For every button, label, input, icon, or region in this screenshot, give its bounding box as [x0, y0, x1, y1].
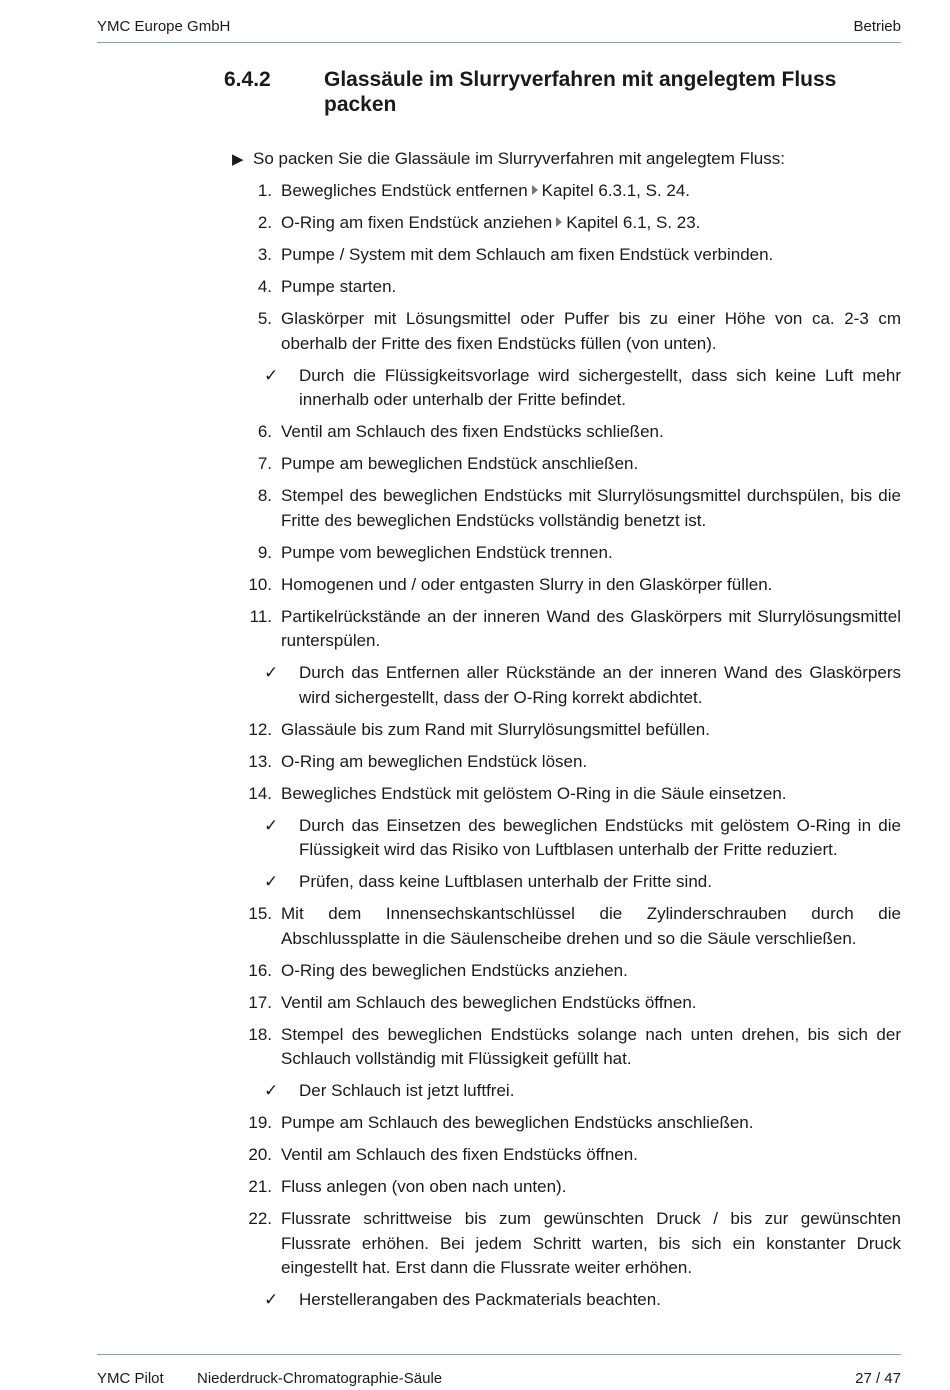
- step-number: 22.: [248, 1209, 272, 1228]
- checkmark-icon: ✓: [264, 1081, 279, 1100]
- footer-page-number: 27 / 47: [855, 1370, 901, 1387]
- step-text: Ventil am Schlauch des beweglichen Endstücks öffnen.: [281, 992, 697, 1012]
- step-item: [224, 1207, 901, 1281]
- step-result: [224, 661, 901, 710]
- step-text: Glassäule bis zum Rand mit Slurrylösungsmittel befüllen.: [281, 719, 710, 739]
- step-text: O-Ring des beweglichen Endstücks anziehen.: [281, 960, 628, 980]
- step-text: Pumpe starten.: [281, 277, 397, 296]
- section-number: 6.4.2: [224, 68, 271, 91]
- step-text: Homogenen und / oder entgasten Slurry in den Glaskörper füllen.: [281, 574, 773, 594]
- step-text: Ventil am Schlauch des fixen Endstücks schließen.: [281, 422, 664, 441]
- step-number: 6.: [257, 422, 272, 441]
- step-item: [224, 307, 901, 356]
- step-number: 15.: [248, 904, 272, 923]
- section-title: Glassäule im Slurryverfahren mit angelegtem Fluss packen: [324, 68, 837, 116]
- result-text: Prüfen, dass keine Luftblasen unterhalb der Fritte sind.: [299, 872, 712, 891]
- triangle-bullet-icon: ▶: [232, 151, 244, 168]
- step-text: Bewegliches Endstück entfernen: [281, 181, 528, 200]
- step-number: 8.: [257, 486, 272, 505]
- result-text: Durch das Einsetzen des beweglichen Endstücks mit gelöstem O-Ring in die Flüssigkeit wird das Risiko von Luftblasen unterhalb der Fritte reduziert.: [299, 815, 901, 859]
- page-footer: [97, 1354, 901, 1385]
- step-item: [224, 605, 901, 654]
- step-item: [224, 452, 901, 477]
- page-header: [97, 18, 901, 43]
- step-number: 3.: [257, 245, 272, 264]
- result-text: Herstellerangaben des Packmaterials beachten.: [299, 1290, 661, 1309]
- step-result: [224, 1288, 901, 1313]
- step-item: [224, 179, 901, 204]
- step-item: [224, 275, 901, 300]
- step-result: [224, 1079, 901, 1104]
- step-result: [224, 814, 901, 863]
- footer-doc-title: Niederdruck-Chromatographie-Säule: [197, 1370, 443, 1387]
- step-text: O-Ring am fixen Endstück anziehen: [281, 213, 553, 232]
- result-text: Durch das Entfernen aller Rückstände an der inneren Wand des Glaskörpers wird sichergestellt, dass der O-Ring korrekt abdichtet.: [299, 663, 901, 707]
- step-item: [224, 1175, 901, 1200]
- step-item: [224, 902, 901, 951]
- step-number: 21.: [248, 1177, 272, 1196]
- cross-reference-arrow-icon: [556, 217, 562, 227]
- step-number: 7.: [257, 454, 272, 473]
- step-text: Pumpe / System mit dem Schlauch am fixen Endstück verbinden.: [281, 245, 774, 264]
- cross-reference-arrow-icon: [532, 185, 538, 195]
- instruction-intro: [232, 147, 902, 172]
- step-item: [224, 420, 901, 445]
- steps-list: [224, 179, 901, 1320]
- checkmark-icon: ✓: [264, 663, 279, 682]
- step-number: 10.: [248, 574, 272, 594]
- checkmark-icon: ✓: [264, 365, 279, 385]
- step-item: [224, 718, 901, 743]
- step-result: [224, 364, 901, 413]
- step-item: [224, 1111, 901, 1136]
- intro-text: So packen Sie die Glassäule im Slurryverfahren mit angelegtem Fluss:: [253, 149, 785, 168]
- step-item: [224, 541, 901, 566]
- header-chapter: Betrieb: [853, 18, 901, 35]
- step-text: Partikelrückstände an der inneren Wand des Glaskörpers mit Slurrylösungsmittel runterspülen.: [281, 606, 901, 650]
- step-item: [224, 1143, 901, 1168]
- step-item: [224, 782, 901, 807]
- checkmark-icon: ✓: [264, 1290, 279, 1309]
- step-number: 17.: [248, 992, 272, 1012]
- header-company: YMC Europe GmbH: [97, 18, 231, 35]
- checkmark-icon: ✓: [264, 872, 279, 891]
- step-text: Fluss anlegen (von oben nach unten).: [281, 1177, 567, 1196]
- step-text: Flussrate schrittweise bis zum gewünschten Druck / bis zur gewünschten Flussrate erhöhen. Bei jedem Schritt warten, bis sich ein konstanter Druck eingestellt hat. Erst dann die Flussrate weiter erhöhen.: [281, 1209, 901, 1277]
- result-text: Durch die Flüssigkeitsvorlage wird sichergestellt, dass sich keine Luft mehr innerhalb oder unterhalb der Fritte befindet.: [299, 365, 901, 409]
- step-number: 16.: [248, 960, 272, 980]
- step-text: Pumpe vom beweglichen Endstück trennen.: [281, 542, 613, 562]
- step-text: O-Ring am beweglichen Endstück lösen.: [281, 751, 588, 771]
- checkmark-icon: ✓: [264, 815, 279, 835]
- step-item: [224, 484, 901, 533]
- step-text: Mit dem Innensechskantschlüssel die Zylinderschrauben durch die Abschlussplatte in die Säulenscheibe drehen und so die Säule verschließen.: [281, 904, 901, 948]
- step-number: 11.: [249, 606, 272, 626]
- step-text: Pumpe am beweglichen Endstück anschließen.: [281, 454, 639, 473]
- step-text: Stempel des beweglichen Endstücks mit Slurrylösungsmittel durchspülen, bis die Fritte des beweglichen Endstücks vollständig benetzt ist.: [281, 486, 901, 530]
- step-number: 14.: [248, 783, 272, 803]
- step-number: 1.: [257, 181, 272, 200]
- step-item: [224, 1023, 901, 1072]
- step-text: Pumpe am Schlauch des beweglichen Endstücks anschließen.: [281, 1113, 754, 1132]
- step-number: 12.: [248, 719, 272, 739]
- result-text: Der Schlauch ist jetzt luftfrei.: [299, 1081, 515, 1100]
- step-text: Bewegliches Endstück mit gelöstem O-Ring in die Säule einsetzen.: [281, 783, 787, 803]
- step-number: 2.: [257, 213, 272, 232]
- cross-reference-link[interactable]: Kapitel 6.1, S. 23.: [566, 213, 701, 232]
- step-result: [224, 870, 901, 895]
- step-item: [224, 211, 901, 236]
- step-number: 9.: [257, 542, 272, 562]
- step-number: 4.: [257, 277, 272, 296]
- step-item: [224, 750, 901, 775]
- step-number: 19.: [248, 1113, 272, 1132]
- step-number: 20.: [248, 1145, 272, 1164]
- step-text: Glaskörper mit Lösungsmittel oder Puffer bis zu einer Höhe von ca. 2-3 cm oberhalb der Fritte des fixen Endstücks füllen (von unten).: [281, 309, 901, 353]
- cross-reference-link[interactable]: Kapitel 6.3.1, S. 24.: [541, 181, 691, 200]
- step-number: 13.: [248, 751, 272, 771]
- step-number: 18.: [248, 1024, 272, 1044]
- step-item: [224, 573, 901, 598]
- step-text: Ventil am Schlauch des fixen Endstücks öffnen.: [281, 1145, 638, 1164]
- footer-product: YMC Pilot: [97, 1370, 164, 1387]
- step-item: [224, 991, 901, 1016]
- step-item: [224, 959, 901, 984]
- step-item: [224, 243, 901, 268]
- step-text: Stempel des beweglichen Endstücks solange nach unten drehen, bis sich der Schlauch vollständig mit Flüssigkeit gefüllt hat.: [281, 1024, 901, 1068]
- step-number: 5.: [257, 309, 272, 328]
